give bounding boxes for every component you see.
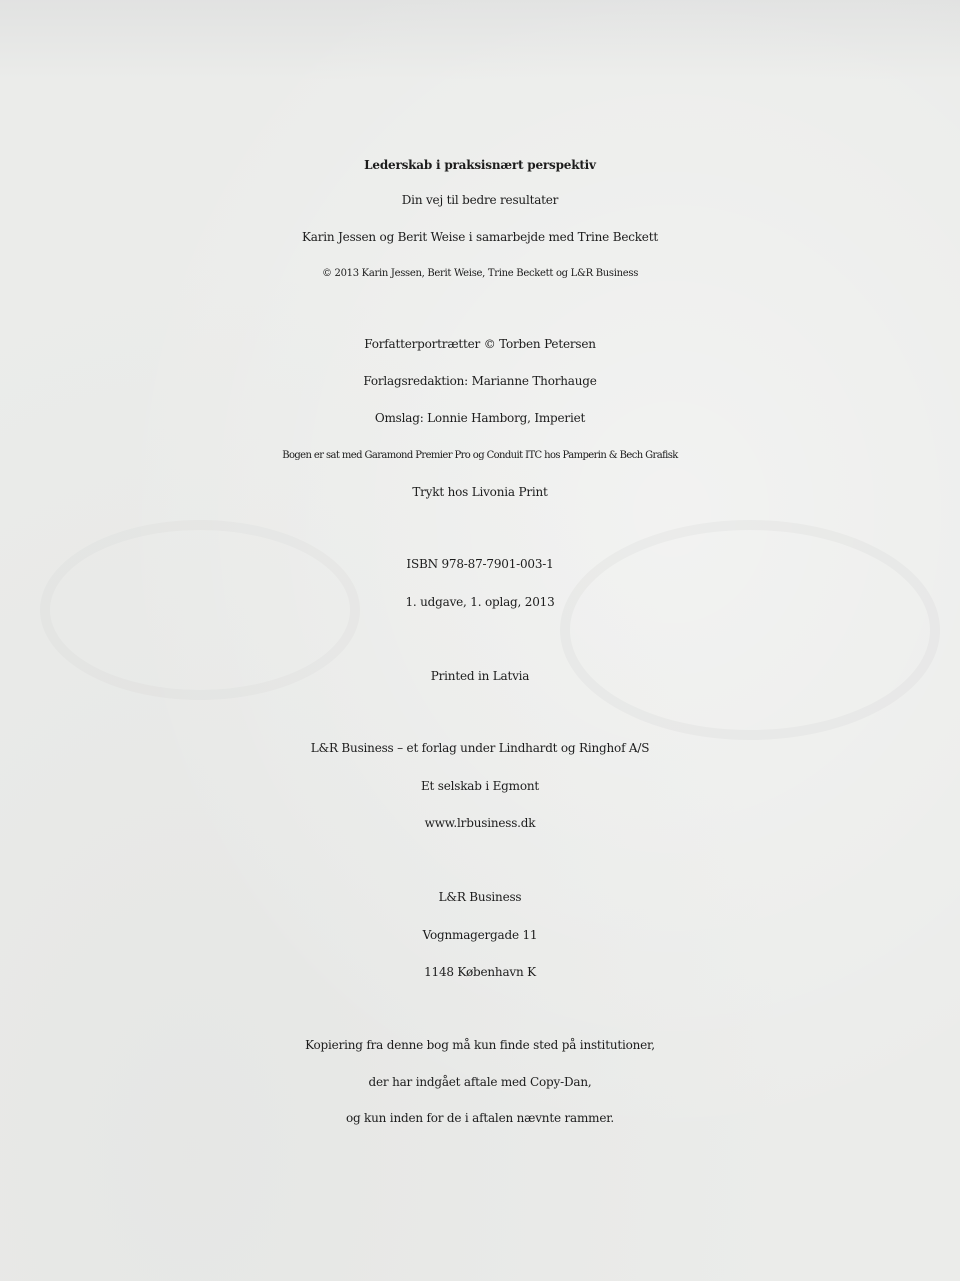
typesetting-credit: Bogen er sat med Garamond Premier Pro og Conduit ITC hos Pamperin & Bech Grafisk xyxy=(282,450,678,461)
printer-credit: Trykt hos Livonia Print xyxy=(412,485,548,499)
editorial-credit: Forlagsredaktion: Marianne Thorhauge xyxy=(363,374,597,388)
portraits-credit: Forfatterportrætter © Torben Petersen xyxy=(364,337,596,351)
website: www.lrbusiness.dk xyxy=(424,816,536,830)
publisher-line: L&R Business – et forlag under Lindhardt og Ringhof A/S xyxy=(310,741,650,755)
address-street: Vognmagergade 11 xyxy=(422,928,538,942)
company-line: Et selskab i Egmont xyxy=(420,779,540,793)
copyright-line: © 2013 Karin Jessen, Berit Weise, Trine Beckett og L&R Business xyxy=(321,268,639,279)
authors-line: Karin Jessen og Berit Weise i samarbejde med Trine Beckett xyxy=(302,230,658,244)
edition: 1. udgave, 1. oplag, 2013 xyxy=(405,595,555,609)
address-name: L&R Business xyxy=(438,890,522,904)
book-subtitle: Din vej til bedre resultater xyxy=(401,193,559,207)
book-title: Lederskab i praksisnært perspektiv xyxy=(364,158,596,172)
copying-notice-line-1: Kopiering fra denne bog må kun finde sted på institutioner, xyxy=(305,1038,655,1052)
copying-notice-line-3: og kun inden for de i aftalen nævnte rammer. xyxy=(345,1111,615,1125)
cover-credit: Omslag: Lonnie Hamborg, Imperiet xyxy=(374,411,586,425)
show-through-band xyxy=(0,0,960,80)
isbn: ISBN 978-87-7901-003-1 xyxy=(406,557,554,571)
address-city: 1148 København K xyxy=(424,965,536,979)
copying-notice-line-2: der har indgået aftale med Copy-Dan, xyxy=(368,1075,592,1089)
printed-in: Printed in Latvia xyxy=(430,669,530,683)
